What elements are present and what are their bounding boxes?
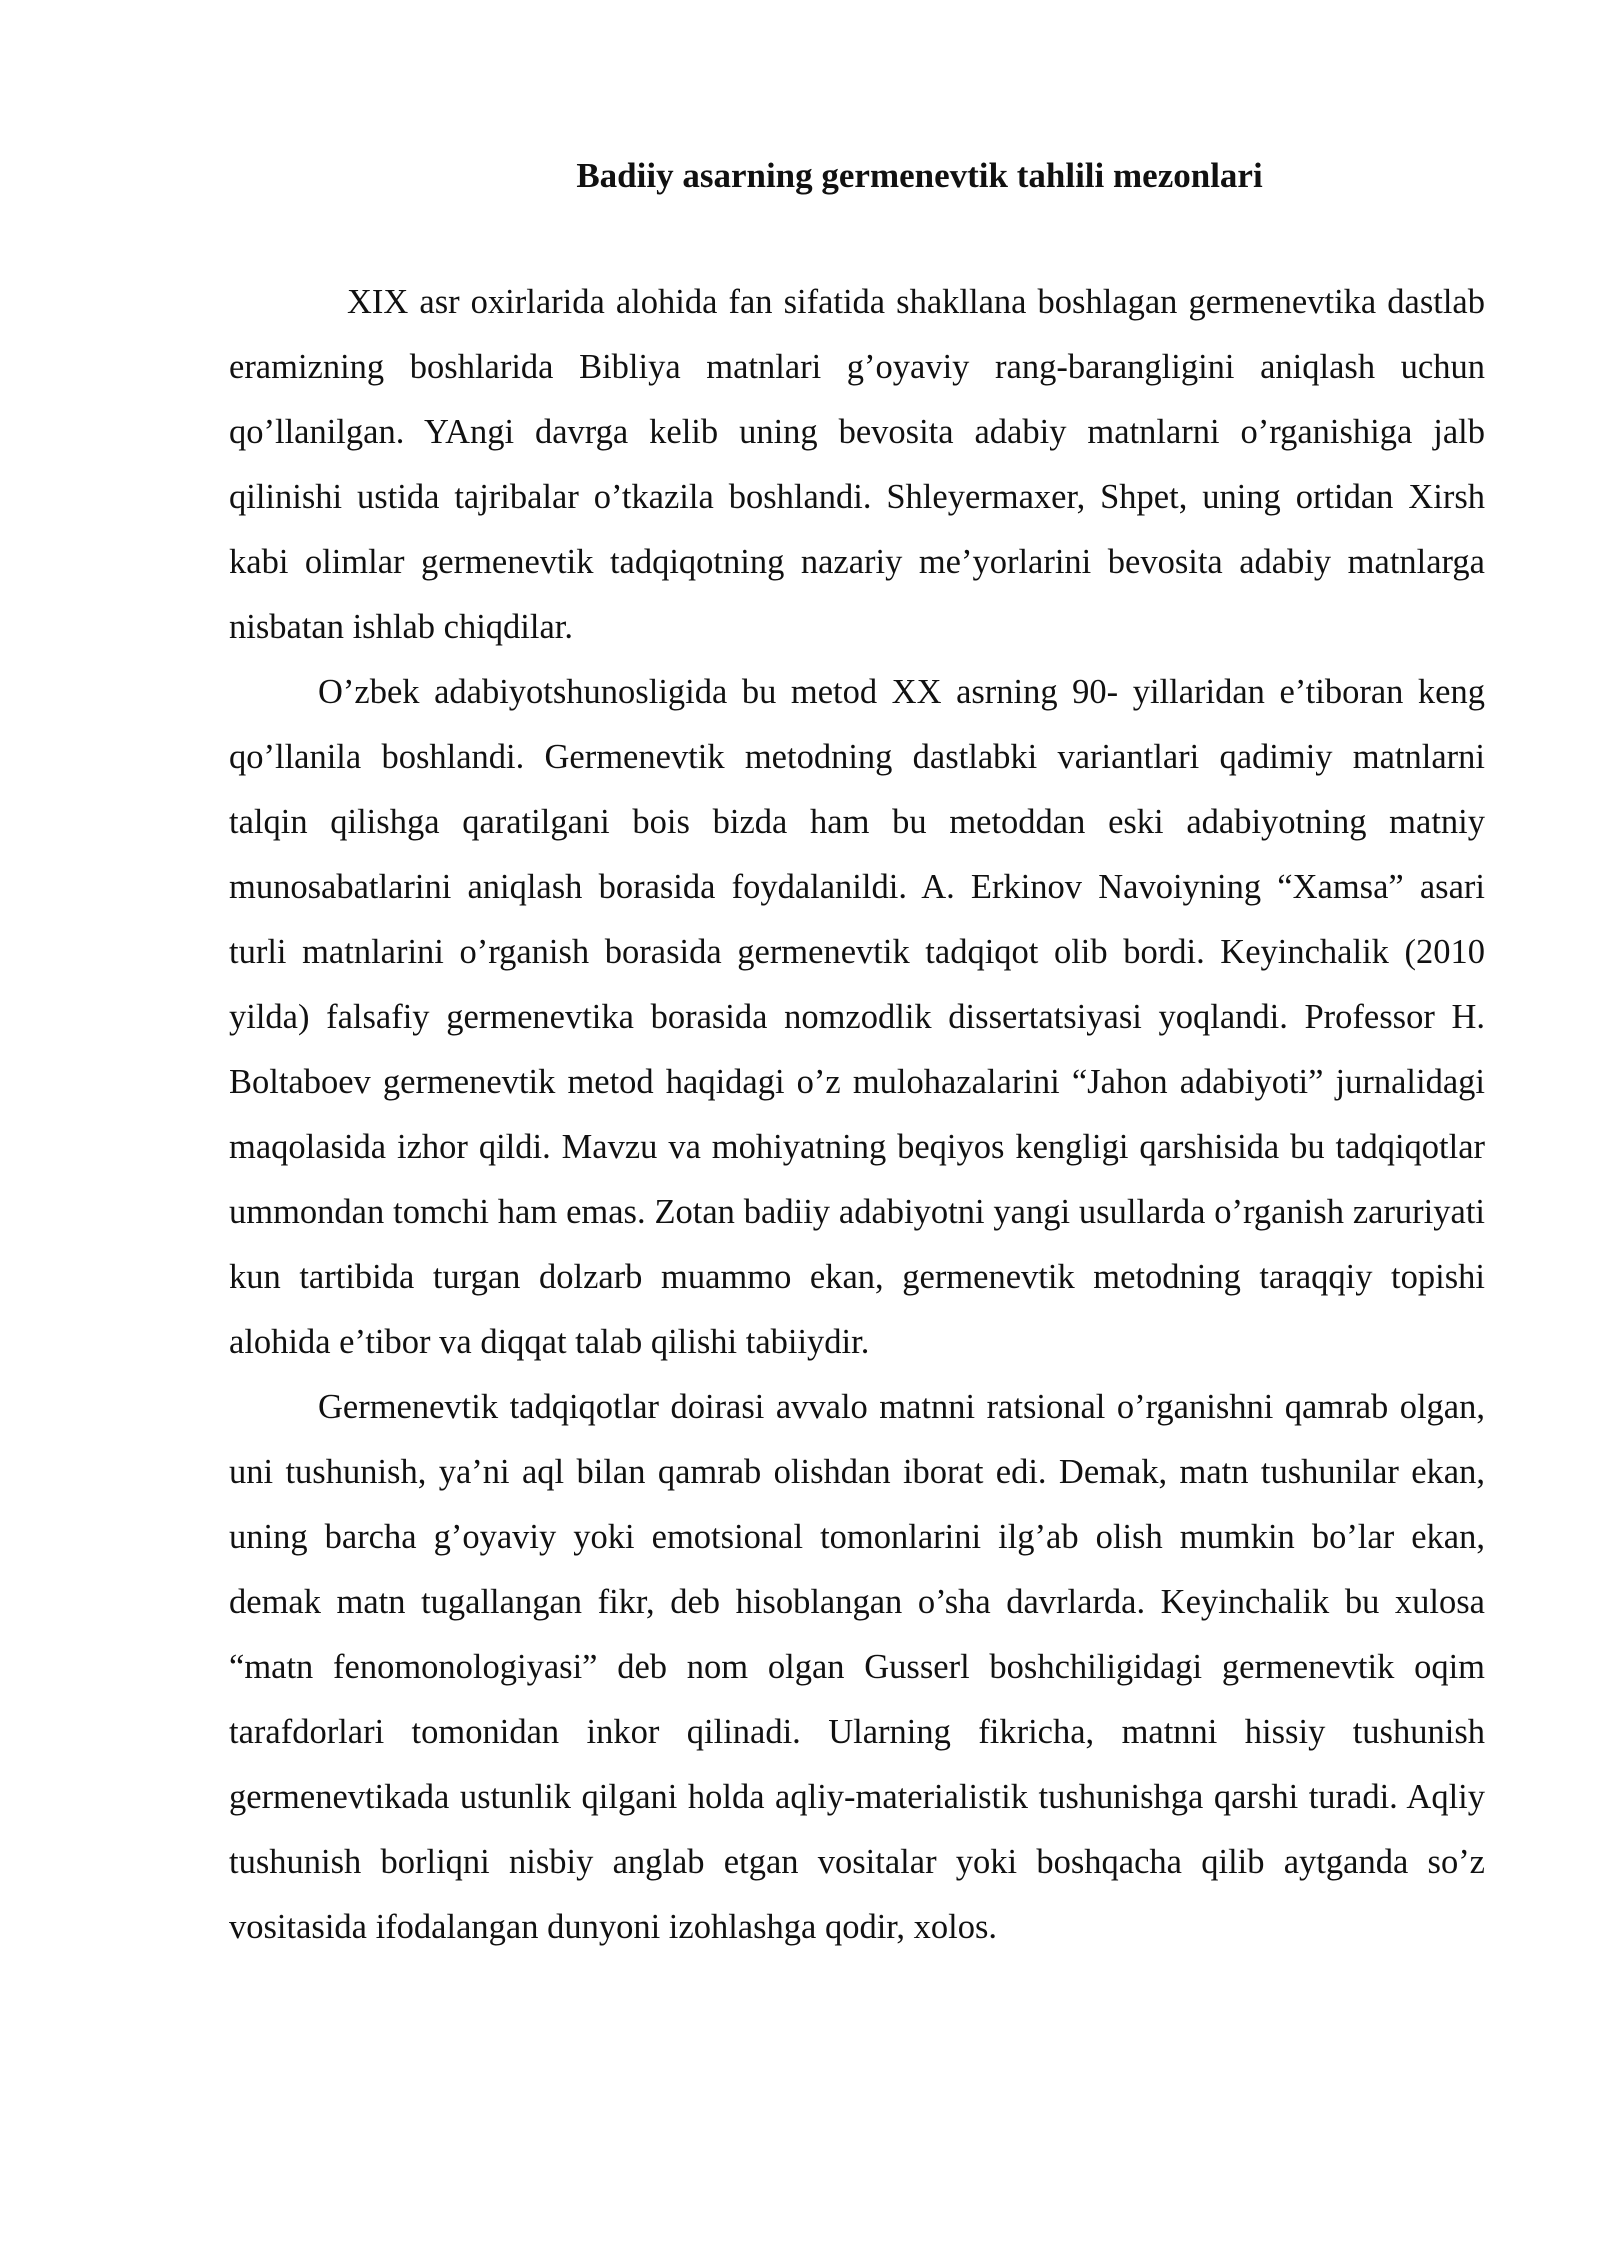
paragraph-3: Germenevtik tadqiqotlar doirasi avvalo matnni ratsional o’rganishni qamrab olgan, uni tushunish, ya’ni aql bilan qamrab olishdan iborat edi. Demak, matn tushunilar ekan, uning barcha g’oyaviy yoki emotsional tomonlarini ilg’ab olish mumkin bo’lar ekan, demak matn tugallangan fikr, deb hisoblangan o’sha davrlarda. Keyinchalik bu xulosa “matn fenomonologiyasi” deb nom olgan Gusserl boshchiligidagi germenevtik oqim tarafdorlari tomonidan inkor qilinadi. Ularning fikricha, matnni hissiy tushunish germenevtikada ustunlik qilgani holda aqliy-materialistik tushunishga qarshi turadi. Aqliy tushunish borliqni nisbiy anglab etgan vositalar yoki boshqacha qilib aytganda so’z vositasida ifodalangan dunyoni izohlashga qodir, xolos. [229,1388,1485,1946]
document-title: Badiiy asarning germenevtik tahlili mezonlari [576,156,1263,195]
document-body [229,150,1485,1960]
paragraph-2: O’zbek adabiyotshunosligida bu metod XX asrning 90- yillaridan e’tiboran keng qo’llanila boshlandi. Germenevtik metodning dastlabki variantlari qadimiy matnlarni talqin qilishga qaratilgani bois bizda ham bu metoddan eski adabiyotning matniy munosabatlarini aniqlash borasida foydalanildi. A. Erkinov Navoiyning “Xamsa” asari turli matnlarini o’rganish borasida germenevtik tadqiqot olib bordi. Keyinchalik (2010 yilda) falsafiy germenevtika borasida nomzodlik dissertatsiyasi yoqlandi. Professor H. Boltaboev germenevtik metod haqidagi o’z mulohazalarini “Jahon adabiyoti” jurnalidagi maqolasida izhor qildi. Mavzu va mohiyatning beqiyos kengligi qarshisida bu tadqiqotlar ummondan tomchi ham emas. Zotan badiiy adabiyotni yangi usullarda o’rganish zaruriyati kun tartibida turgan dolzarb muammo ekan, germenevtik metodning taraqqiy topishi alohida e’tibor va diqqat talab qilishi tabiiydir. [229,673,1485,1361]
paragraph-1: XIX asr oxirlarida alohida fan sifatida shakllana boshlagan germenevtika dastlab eramizning boshlarida Bibliya matnlari g’oyaviy rang-barangligini aniqlash uchun qo’llanilgan. YAngi davrga kelib uning bevosita adabiy matnlarni o’rganishiga jalb qilinishi ustida tajribalar o’tkazila boshlandi. Shleyermaxer, Shpet, uning ortidan Xirsh kabi olimlar germenevtik tadqiqotning nazariy me’yorlarini bevosita adabiy matnlarga nisbatan ishlab chiqdilar. [229,283,1485,646]
